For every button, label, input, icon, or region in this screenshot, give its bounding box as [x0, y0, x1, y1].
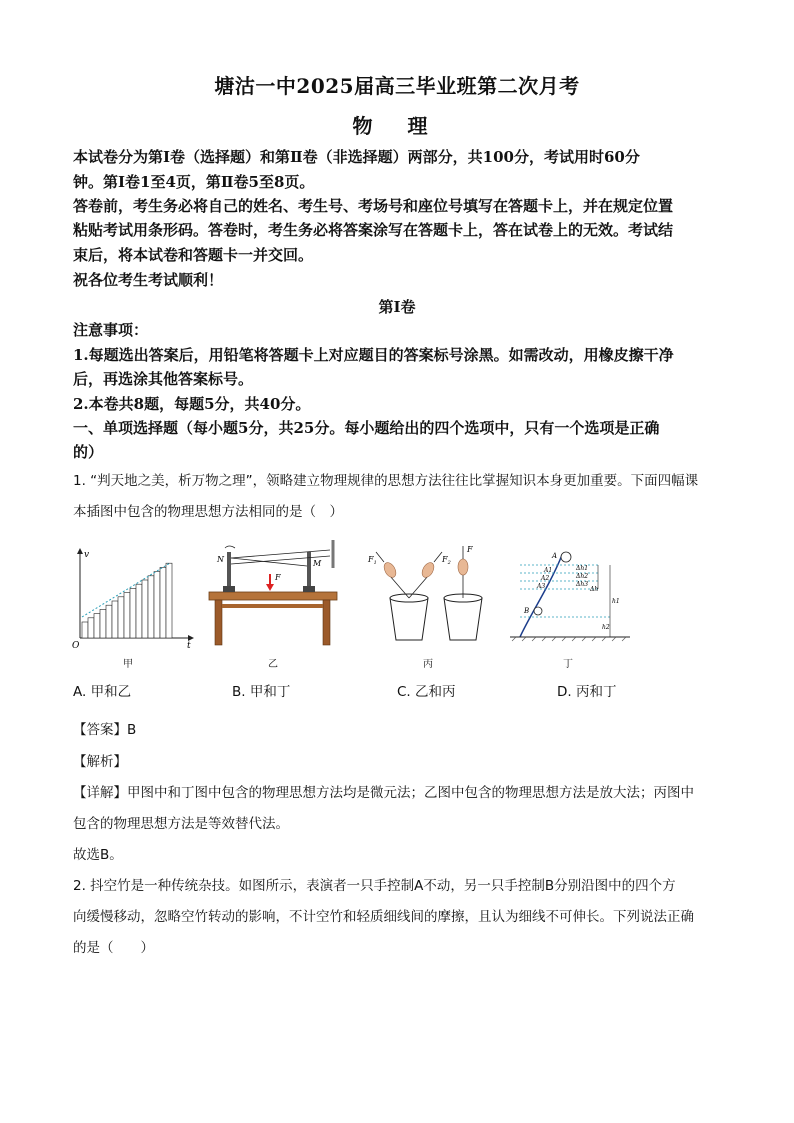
staircase-bar	[100, 609, 106, 638]
label-a: A	[552, 552, 558, 560]
label-h1: h1	[612, 598, 620, 605]
conclusion: 故选B。	[73, 847, 123, 863]
staircase-bar	[118, 597, 124, 638]
label-a2: A2	[541, 575, 550, 582]
staircase-bar	[136, 584, 142, 638]
label-n: N	[217, 555, 224, 564]
intro-line: 祝各位考生考试顺利！	[73, 271, 224, 289]
staircase-bar	[160, 567, 166, 638]
figure-bing	[360, 540, 495, 645]
option-d: D. 丙和丁	[557, 684, 617, 700]
q2-stem-line: 的是（ ）	[73, 940, 154, 956]
figure-jia	[70, 545, 195, 650]
staircase-bar	[124, 593, 130, 638]
notice-line: 2.本卷共8题，每题5分，共40分。	[73, 395, 311, 413]
intro-line: 答卷前，考生务必将自己的姓名、考生号、考场号和座位号填写在答题卡上，并在规定位置	[73, 197, 674, 215]
figure-ding	[510, 545, 635, 645]
detail-line: 【详解】甲图中和丁图中包含的物理思想方法均是微元法；乙图中包含的物理思想方法是放大法；丙图中	[73, 785, 694, 801]
staircase-bar	[88, 618, 94, 638]
origin-label: O	[72, 641, 80, 650]
label-dh1: Δh1	[576, 565, 589, 572]
label-dh: Δh	[590, 586, 599, 593]
staircase-bar	[130, 588, 136, 638]
label-f: F	[275, 573, 281, 582]
label-f1: $F_1$	[368, 555, 377, 566]
label-dh2: Δh2	[576, 573, 589, 580]
notice-title: 注意事项：	[73, 321, 149, 339]
intro-line: 本试卷分为第Ⅰ卷（选择题）和第Ⅱ卷（非选择题）两部分，共100分，考试用时60分	[73, 148, 640, 166]
q1-stem-line: 本插图中包含的物理思想方法相同的是（ ）	[73, 504, 343, 520]
label-h2: h2	[602, 624, 610, 631]
staircase-bar	[94, 614, 100, 638]
notice-line: 后，再选涂其他答案标号。	[73, 370, 254, 388]
axis-t-label: t	[187, 641, 191, 650]
exam-title: 塘沽一中2025届高三毕业班第二次月考	[214, 74, 580, 98]
label-f2: $F_2$	[442, 555, 451, 566]
caption-yi: 乙	[268, 659, 278, 670]
label-b: B	[524, 607, 530, 615]
notice-line: 1.每题选出答案后，用铅笔将答题卡上对应题目的答案标号涂黑。如需改动，用橡皮擦干净	[73, 346, 674, 364]
staircase-bar	[106, 605, 112, 638]
option-b: B. 甲和丁	[232, 684, 291, 700]
staircase-bar	[142, 580, 148, 638]
part-title-line: 的）	[73, 443, 104, 461]
staircase-bar	[112, 601, 118, 638]
staircase-bars	[82, 563, 172, 638]
label-f: F	[467, 545, 473, 554]
analysis-label: 【解析】	[73, 754, 127, 770]
figure-yi	[205, 540, 345, 650]
q2-stem-line: 向缓慢移动，忽略空竹转动的影响，不计空竹和轻质细线间的摩擦，且认为细线不可伸长。下列说法正确	[73, 909, 694, 925]
section-heading: 第Ⅰ卷	[378, 298, 416, 316]
caption-jia: 甲	[123, 659, 133, 670]
label-dh3: Δh3	[576, 581, 589, 588]
staircase-bar	[148, 576, 154, 638]
label-a3: A3	[537, 583, 546, 590]
caption-ding: 丁	[563, 659, 573, 670]
answer-label: 【答案】B	[73, 722, 137, 738]
option-c: C. 乙和丙	[397, 684, 456, 700]
staircase-bar	[154, 572, 160, 638]
q2-stem-line: 2. 抖空竹是一种传统杂技。如图所示，表演者一只手控制A不动，另一只手控制B分别沿图中的四个方	[73, 878, 676, 894]
intro-line: 钟。第Ⅰ卷1至4页，第Ⅱ卷5至8页。	[73, 173, 315, 191]
part-title-line: 一、单项选择题（每小题5分，共25分。每小题给出的四个选项中，只有一个选项是正确	[73, 419, 660, 437]
axis-v-label: v	[84, 550, 90, 560]
label-a1: A1	[544, 567, 553, 574]
q1-stem-line: 1. “判天地之美，析万物之理”，领略建立物理规律的思想方法往往比掌握知识本身更加重要。下面四幅课	[73, 473, 699, 489]
staircase-bar	[82, 622, 88, 638]
detail-line: 包含的物理思想方法是等效替代法。	[73, 816, 289, 832]
intro-line: 粘贴考试用条形码。答卷时，考生务必将答案涂写在答题卡上，答在试卷上的无效。考试结	[73, 221, 674, 239]
option-a: A. 甲和乙	[73, 684, 132, 700]
subject-title: 物 理	[352, 114, 442, 138]
label-m: M	[313, 559, 322, 568]
intro-line: 束后，将本试卷和答题卡一并交回。	[73, 246, 314, 264]
caption-bing: 丙	[423, 659, 433, 670]
staircase-bar	[166, 563, 172, 638]
